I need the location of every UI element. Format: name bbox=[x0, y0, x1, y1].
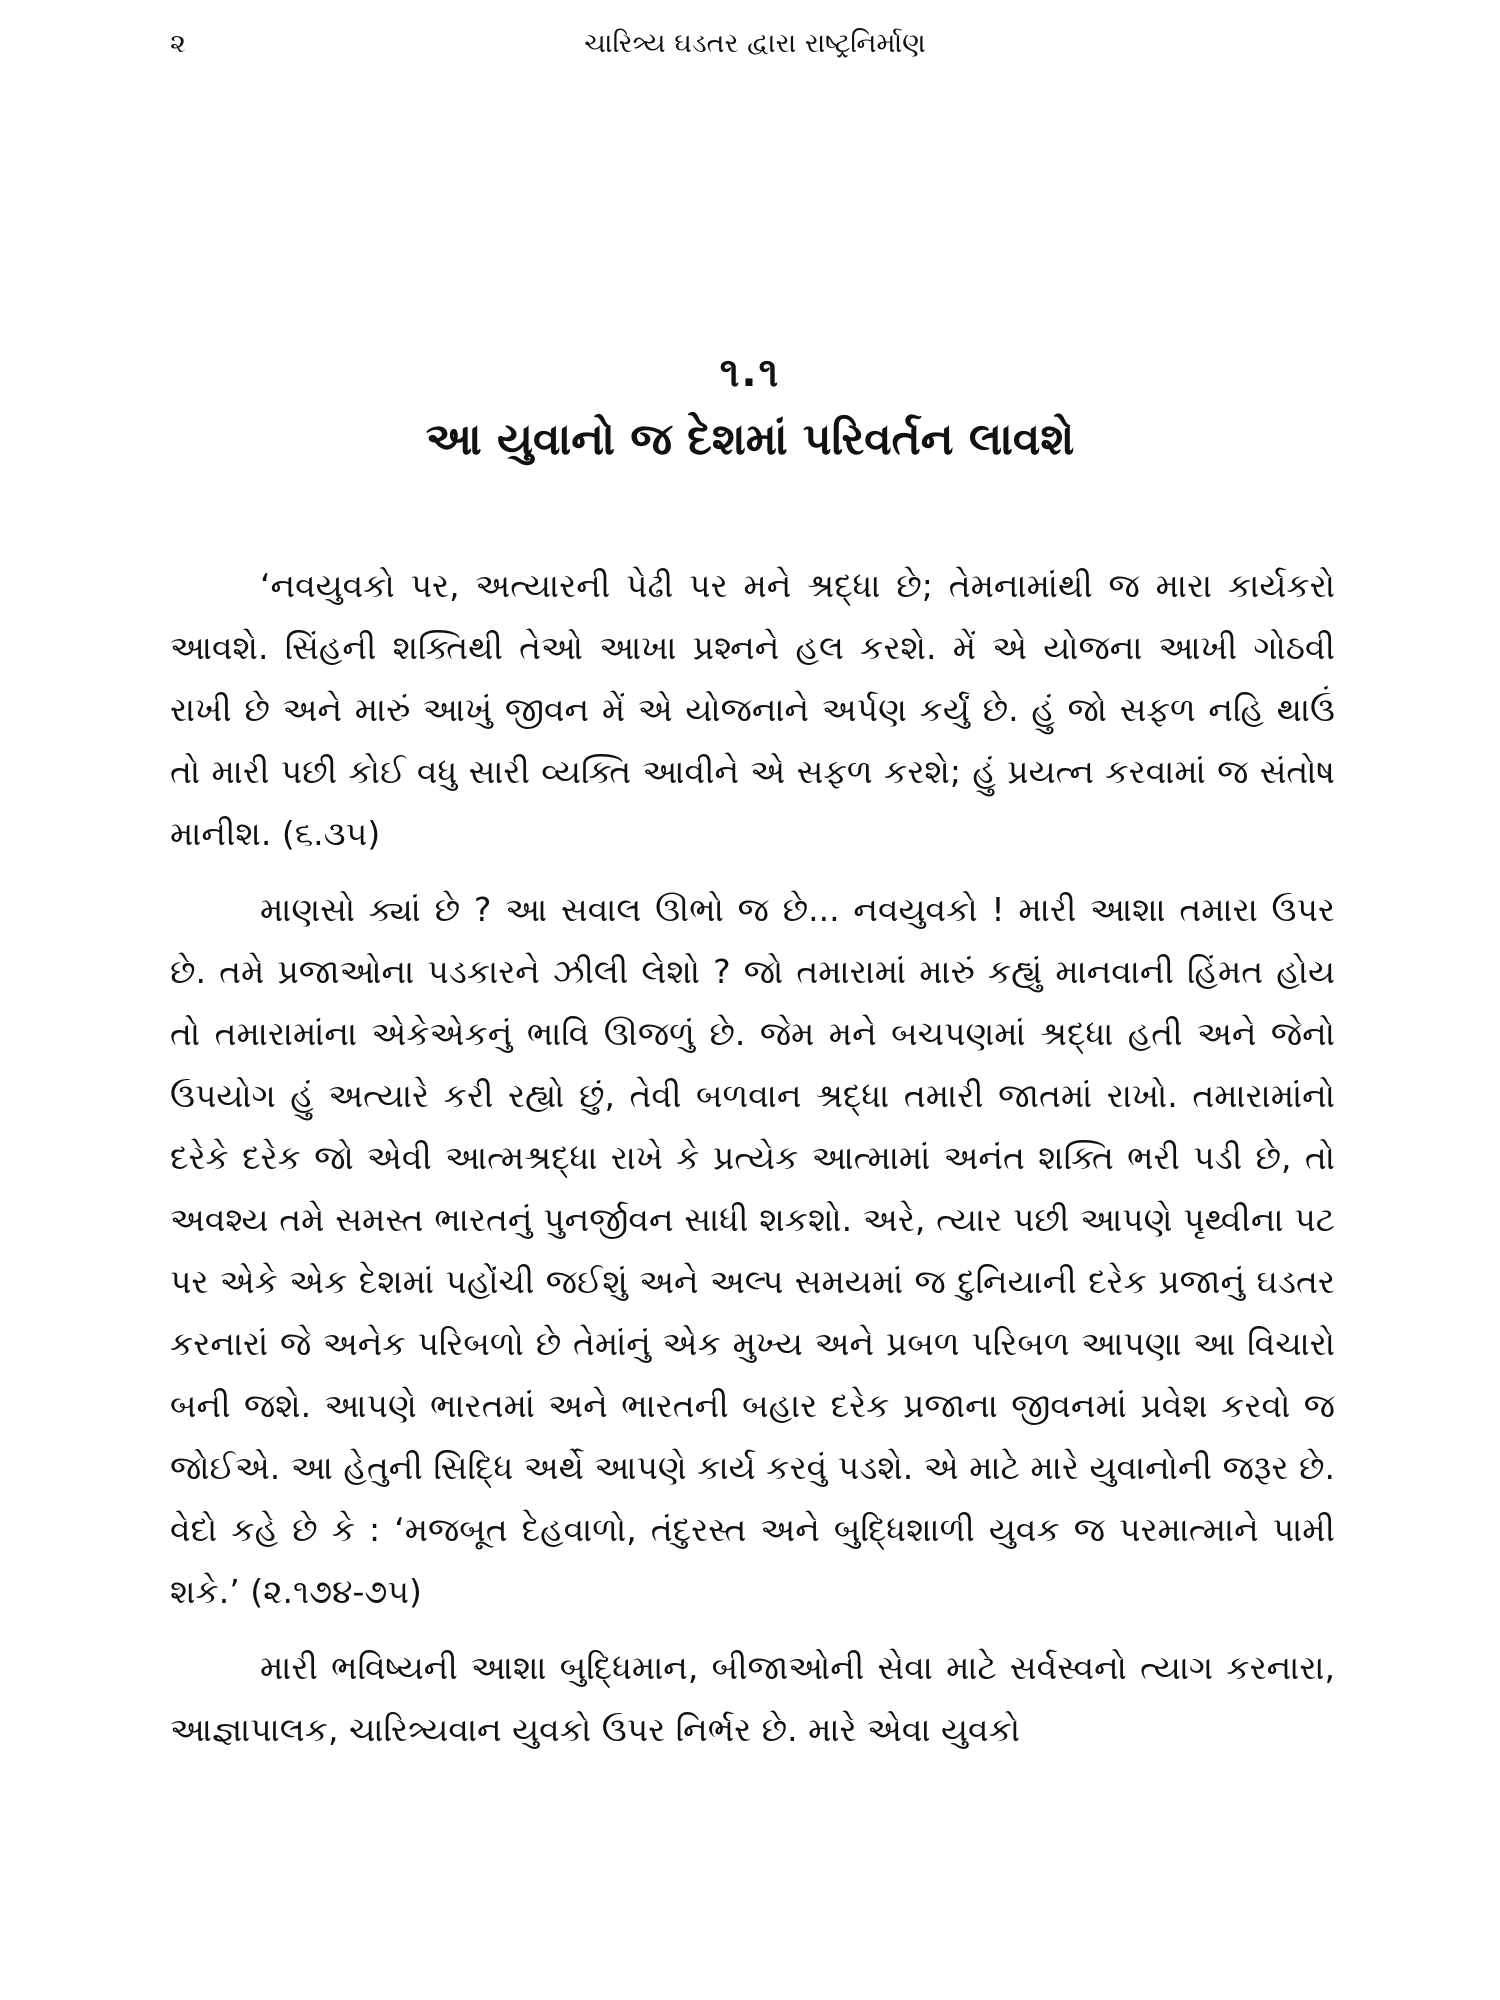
paragraph-2: માણસો ક્યાં છે ? આ સવાલ ઊભો જ છે... નવયુવકો ! મારી આશા તમારા ઉપર છે. તમે પ્રજાઓના પડકારને ઝીલી લેશો ? જો તમારામાં મારું કહ્યું માનવાની હિંમત હોય તો તમારામાંના એકેએકનું ભાવિ ઊજળું છે. જેમ મને બચપણમાં શ્રદ્ધા હતી અને જેનો ઉપયોગ હું અત્યારે કરી રહ્યો છું, તેવી બળવાન શ્રદ્ધા તમારી જાતમાં રાખો. તમારામાંનો દરેકે દરેક જો એવી આત્મશ્રદ્ધા રાખે કે પ્રત્યેક આત્મામાં અનંત શક્તિ ભરી પડી છે, તો અવશ્ય તમે સમસ્ત ભારતનું પુનર્જીવન સાધી શકશો. અરે, ત્યાર પછી આપણે પૃથ્વીના પટ પર એકે એક દેશમાં પહોંચી જઈશું અને અલ્પ સમયમાં જ દુનિયાની દરેક પ્રજાનું ઘડતર કરનારાં જે અનેક પરિબળો છે તેમાંનું એક મુખ્ય અને પ્રબળ પરિબળ આપણા આ વિચારો બની જશે. આપણે ભારતમાં અને ભારતની બહાર દરેક પ્રજાના જીવનમાં પ્રવેશ કરવો જ જોઈએ. આ હેતુની સિદ્ધિ અર્થે આપણે કાર્ય કરવું પડશે. એ માટે મારે યુવાનોની જરૂર છે. વેદો કહે છે કે : ‘મજબૂત દેહવાળો, તંદુરસ્ત અને બુદ્ધિશાળી યુવક જ પરમાત્માને પામી શકે.’ (૨.૧૭૪-૭૫) bbox=[170, 890, 1335, 1611]
body-text bbox=[170, 555, 1335, 1775]
chapter-number: ૧.૧ bbox=[719, 350, 781, 396]
page-number: ૨ bbox=[170, 28, 186, 59]
running-header bbox=[170, 28, 1300, 68]
running-title: ચારિત્ર્ય ઘડતર દ્વારા રાષ્ટ્રનિર્માણ bbox=[584, 28, 926, 59]
paragraph-1: ‘નવયુવકો પર, અત્યારની પેઢી પર મને શ્રદ્ધા છે; તેમનામાંથી જ મારા કાર્યકરો આવશે. સિંહની શક્તિથી તેઓ આખા પ્રશ્નને હલ કરશે. મેં એ યોજના આખી ગોઠવી રાખી છે અને મારું આખું જીવન મેં એ યોજનાને અર્પણ કર્યું છે. હું જો સફળ નહિ થાઉં તો મારી પછી કોઈ વધુ સારી વ્યક્તિ આવીને એ સફળ કરશે; હું પ્રયત્ન કરવામાં જ સંતોષ માનીશ. (૬.૩૫) bbox=[170, 566, 1335, 853]
chapter-heading bbox=[0, 350, 1500, 465]
chapter-title: આ યુવાનો જ દેશમાં પરિવર્તન લાવશે bbox=[425, 414, 1075, 465]
paragraph-3: મારી ભવિષ્યની આશા બુદ્ધિમાન, બીજાઓની સેવા માટે સર્વસ્વનો ત્યાગ કરનારા, આજ્ઞાપાલક, ચારિત્ર્યવાન યુવકો ઉપર નિર્ભર છે. મારે એવા યુવકો bbox=[170, 1648, 1335, 1749]
